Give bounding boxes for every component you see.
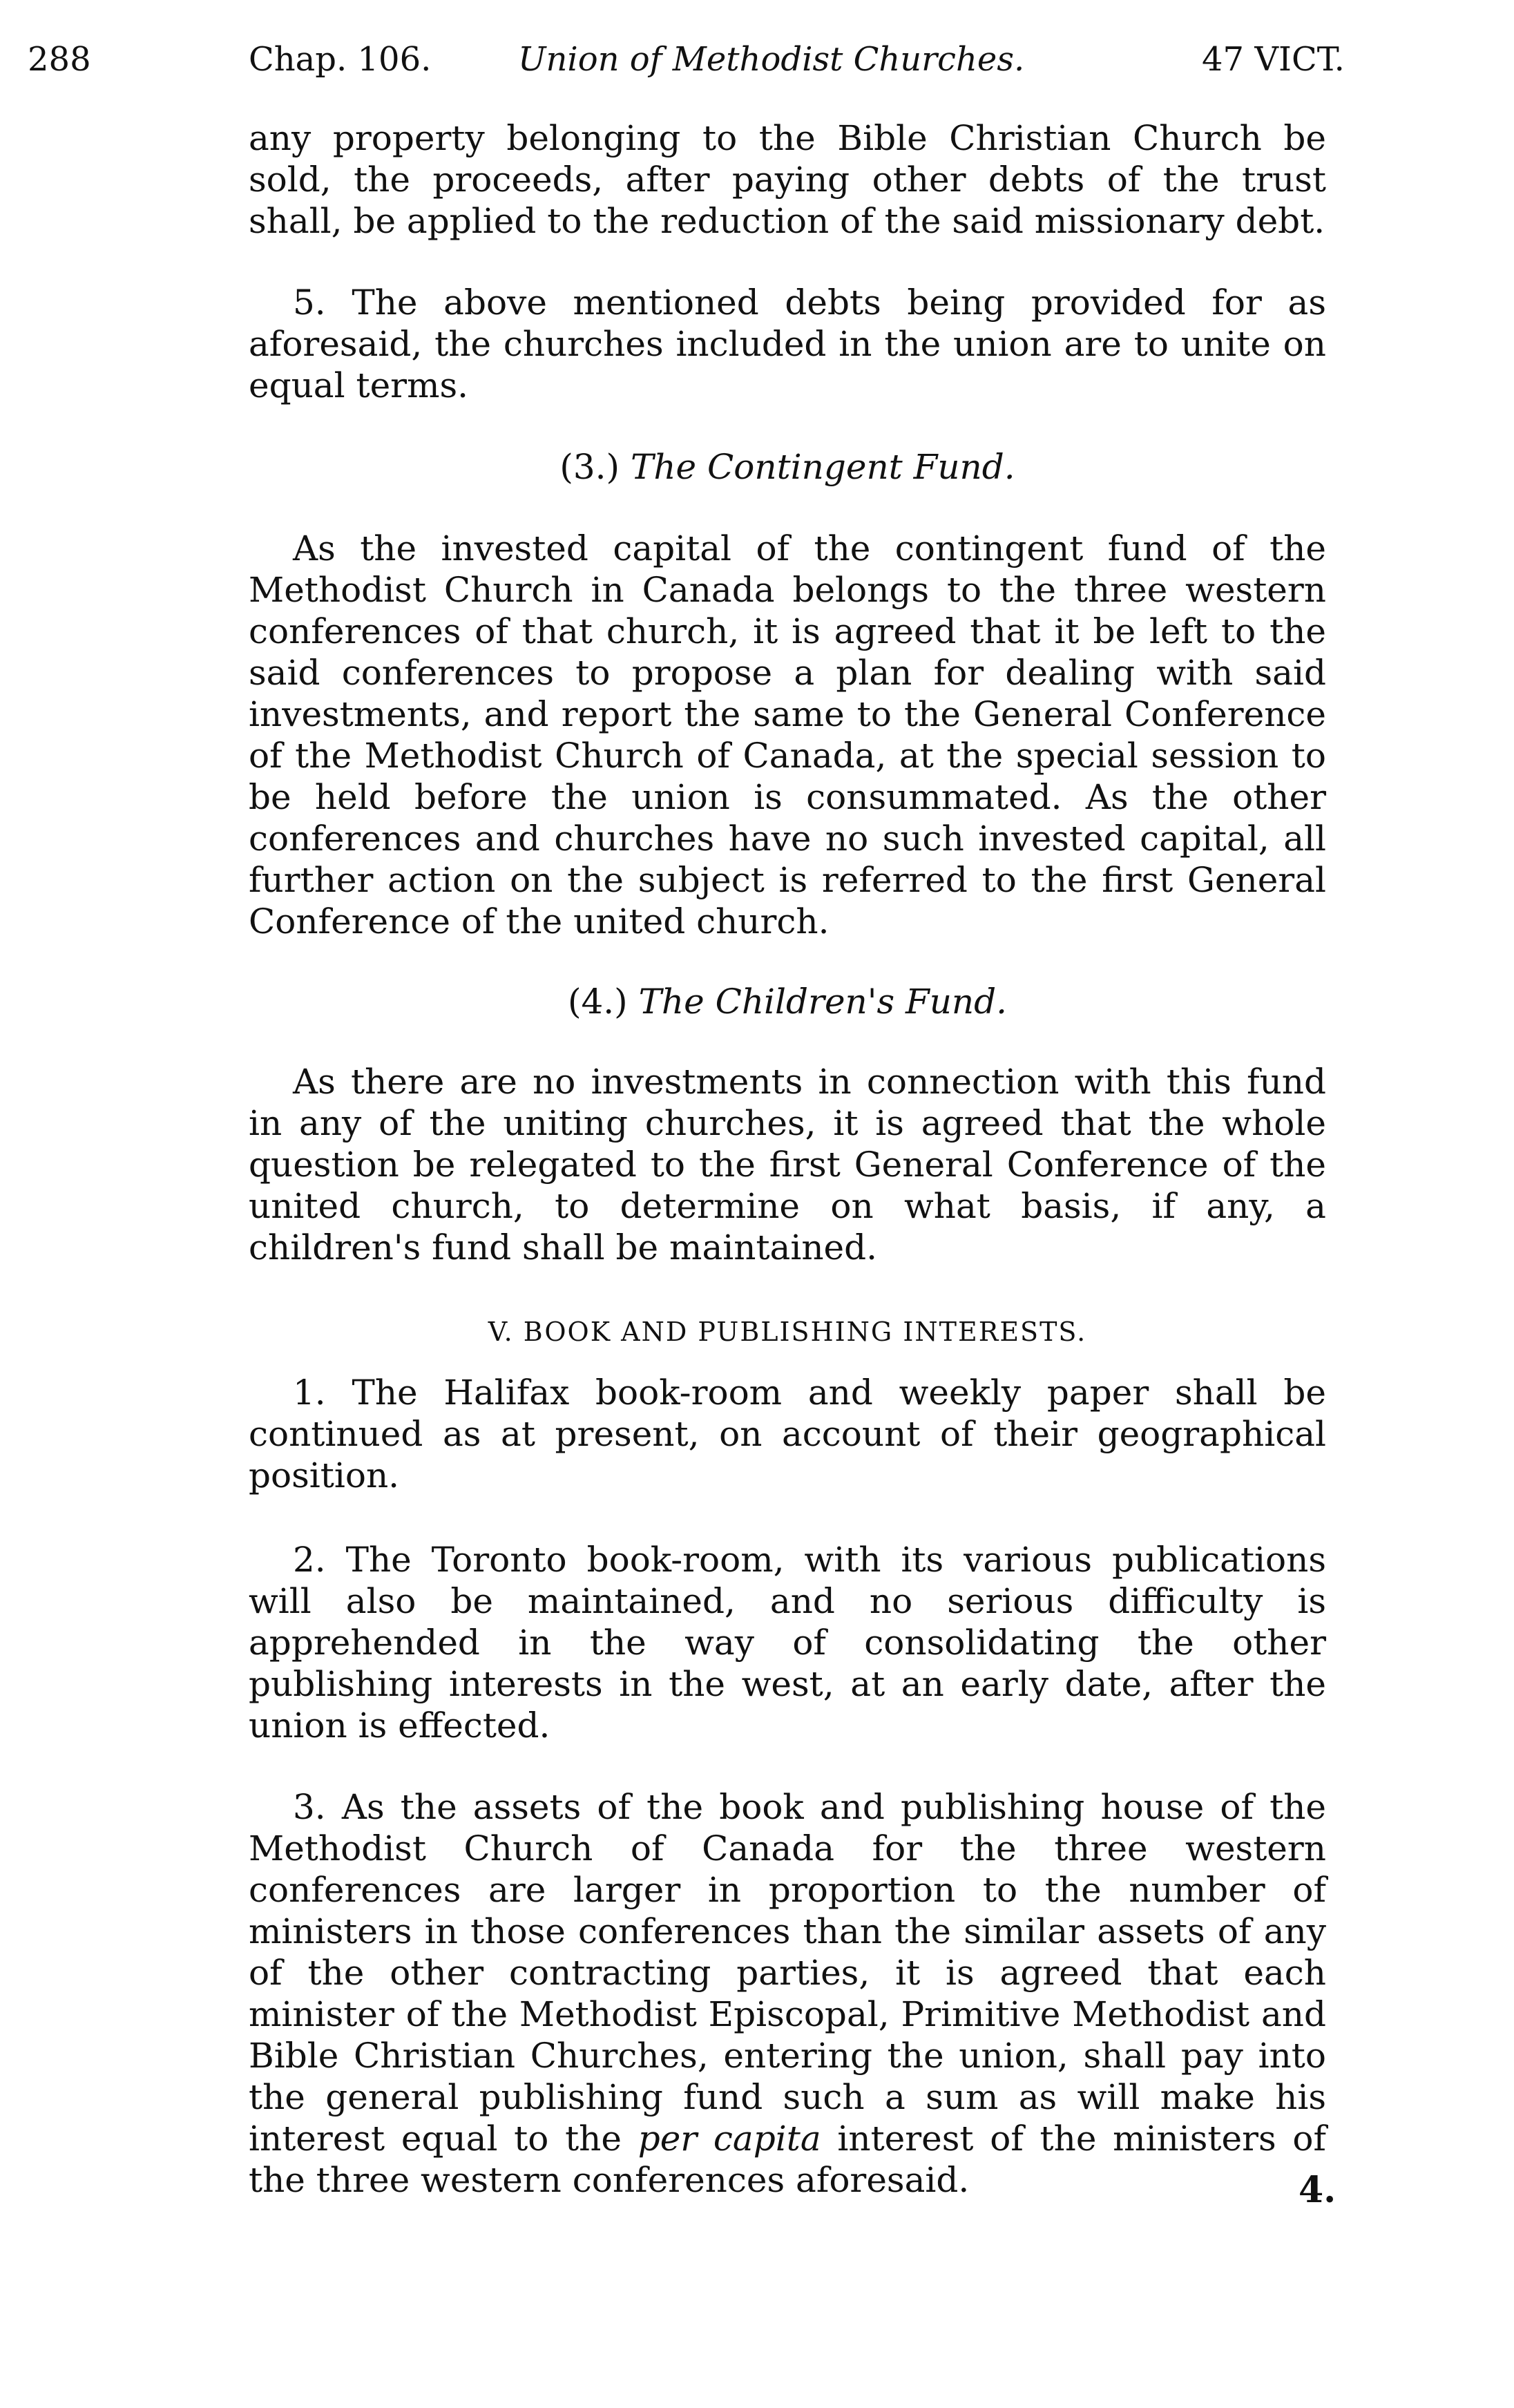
chapter-label: Chap. 106. xyxy=(249,40,432,79)
paragraph-text: 1. The Halifax book-room and weekly paper shall be continued as at present, on account of their geographical position. xyxy=(249,1373,1326,1496)
section-heading-book-publishing: V. BOOK AND PUBLISHING INTERESTS. xyxy=(488,1317,1087,1347)
paragraph-toronto-book-room xyxy=(249,1539,1326,1746)
page-number: 288 xyxy=(28,40,91,79)
running-title: Union of Methodist Churches. xyxy=(518,40,1025,79)
paragraph-text: As there are no investments in connection with this fund in any of the uniting churches, it is agreed that the whole question be relegated to the first General Conference of the united church, to determine on what basis, if any, a children's fund shall be maintained. xyxy=(249,1062,1326,1268)
paragraph-contingent-fund xyxy=(249,528,1326,942)
paragraph-childrens-fund xyxy=(249,1061,1326,1268)
paragraph-missionary-debt xyxy=(249,117,1326,242)
running-header xyxy=(28,40,1345,88)
section-heading-contingent-fund xyxy=(249,446,1326,488)
paragraph-publishing-assets xyxy=(249,1786,1326,2201)
paragraph-text: any property belonging to the Bible Christian Church be sold, the proceeds, after paying other debts of the trust shall, be applied to the reduction of the said missionary debt. xyxy=(249,118,1326,241)
paragraph-halifax-book-room xyxy=(249,1372,1326,1496)
paragraph-text: As the invested capital of the contingent fund of the Methodist Church in Canada belongs to the three western conferences of that church, it is agreed that it be left to the said conferences to propose a plan for dealing with said investments, and report the same to the General Conference of the Methodist Church of Canada, at the special session to be held before the union is consummated. As the other conferences and churches have no such invested capital, all further action on the subject is referred to the first General Conference of the united church. xyxy=(249,528,1326,942)
paragraph-text: 2. The Toronto book-room, with its various publications will also be maintained, and no serious difficulty is apprehended in the way of consolidating the other publishing interests in the west, at an early date, after the union is effected. xyxy=(249,1540,1326,1746)
section-title: The Children's Fund. xyxy=(638,982,1008,1022)
section-number: (3.) xyxy=(559,447,620,487)
paragraph-text-part: 3. As the assets of the book and publishing house of the Methodist Church of Canada for the three western conferences are larger in proportion to the number of ministers in those conferences than the similar assets of any of the other contracting parties, it is agreed that each minister of the Methodist Episcopal, Primitive Methodist and Bible Christian Churches, entering the union, shall pay into the general publishing fund such a sum as will make his interest equal to the xyxy=(249,1787,1326,2159)
section-title: The Contingent Fund. xyxy=(630,447,1015,487)
section-number: (4.) xyxy=(567,982,628,1022)
catchword: 4. xyxy=(1299,2169,1336,2211)
paragraph-text: 5. The above mentioned debts being provided for as aforesaid, the churches included in the union are to unite on equal terms. xyxy=(249,283,1326,405)
section-heading-childrens-fund xyxy=(249,981,1326,1022)
italic-phrase: per capita xyxy=(638,2119,821,2159)
paragraph-text xyxy=(249,1786,1326,2201)
paragraph-text-part: interest of the ministers of the three western conferences aforesaid. xyxy=(249,2119,1326,2200)
paragraph-equal-terms xyxy=(249,282,1326,406)
regnal-year: 47 VICT. xyxy=(1202,40,1345,79)
